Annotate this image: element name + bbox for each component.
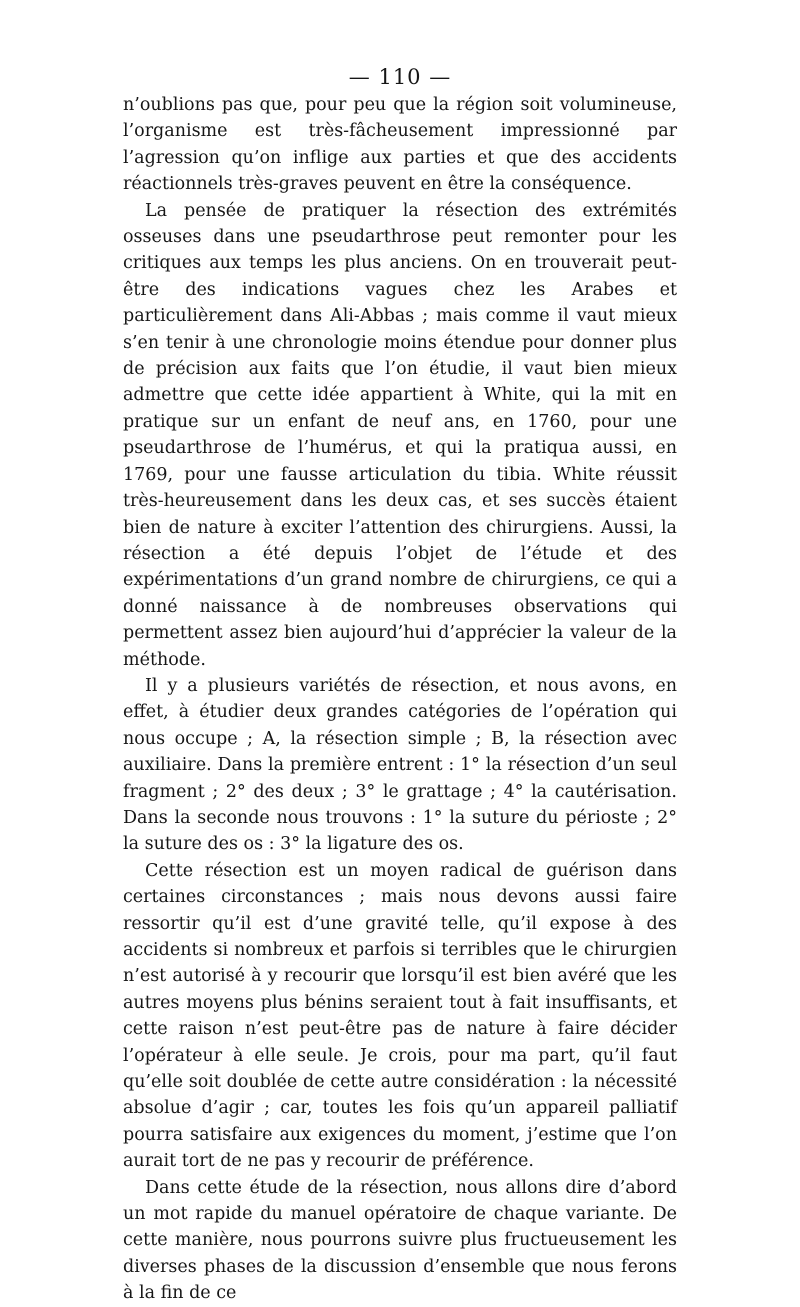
paragraph-study: Dans cette étude de la résection, nous allons dire d’abord un mot rapide du manuel opératoire de chaque variante. De cette manière, nous pourrons suivre plus fructueusement les diverses phases de la discussion d’ensemble que nous ferons à la fin de ce: [123, 1177, 677, 1304]
page-number: — 110 —: [348, 65, 452, 89]
paragraph-gravity: Cette résection est un moyen radical de guérison dans certaines circonstances ; mais nous devons aussi faire ressortir qu’il est d’une gravité telle, qu’il expose à des accidents si nombreux et parfois si terribles que le chirurgien n’est autorisé à y recourir que lorsqu’il est bien avéré que les autres moyens plus bénins seraient tout à fait insuffisants, et cette raison n’est peut-être pas de nature à faire décider l’opérateur à elle seule. Je crois, pour ma part, qu’il faut qu’elle soit doublée de cette autre considération : la nécessité absolue d’agir ; car, toutes les fois qu’un appareil palliatif pourra satisfaire aux exigences du moment, j’estime que l’on aurait tort de ne pas y recourir de préférence.: [123, 860, 677, 1172]
paragraph-history: La pensée de pratiquer la résection des extrémités osseuses dans une pseudarthrose peut remonter pour les critiques aux temps les plus anciens. On en trouverait peut-être des indications vagues chez les Arabes et particulièrement dans Ali-Abbas ; mais comme il vaut mieux s’en tenir à une chronologie moins étendue pour donner plus de précision aux faits que l’on étudie, il vaut bien mieux admettre que cette idée appartient à White, qui la mit en pratique sur un enfant de neuf ans, en 1760, pour une pseudarthrose de l’humérus, et qui la pratiqua aussi, en 1769, pour une fausse articulation du tibia. White réussit très-heureusement dans les deux cas, et ses succès étaient bien de nature à exciter l’attention des chirurgiens. Aussi, la résection a été depuis l’objet de l’étude et des expérimentations d’un grand nombre de chirurgiens, ce qui a donné naissance à de nombreuses observations qui permettent assez bien aujourd’hui d’apprécier la valeur de la méthode.: [123, 200, 677, 670]
paragraph-continuation: n’oublions pas que, pour peu que la région soit volumineuse, l’organisme est très-fâcheusement impressionné par l’agression qu’on inflige aux parties et que des accidents réactionnels très-graves peuvent en être la conséquence.: [123, 95, 677, 195]
paragraph-varieties: Il y a plusieurs variétés de résection, et nous avons, en effet, à étudier deux grandes catégories de l’opération qui nous occupe ; A, la résection simple ; B, la résection avec auxiliaire. Dans la première entrent : 1° la résection d’un seul fragment ; 2° des deux ; 3° le grattage ; 4° la cautérisation. Dans la seconde nous trouvons : 1° la suture du périoste ; 2° la suture des os : 3° la ligature des os.: [123, 675, 677, 855]
body-text: [123, 92, 677, 1307]
